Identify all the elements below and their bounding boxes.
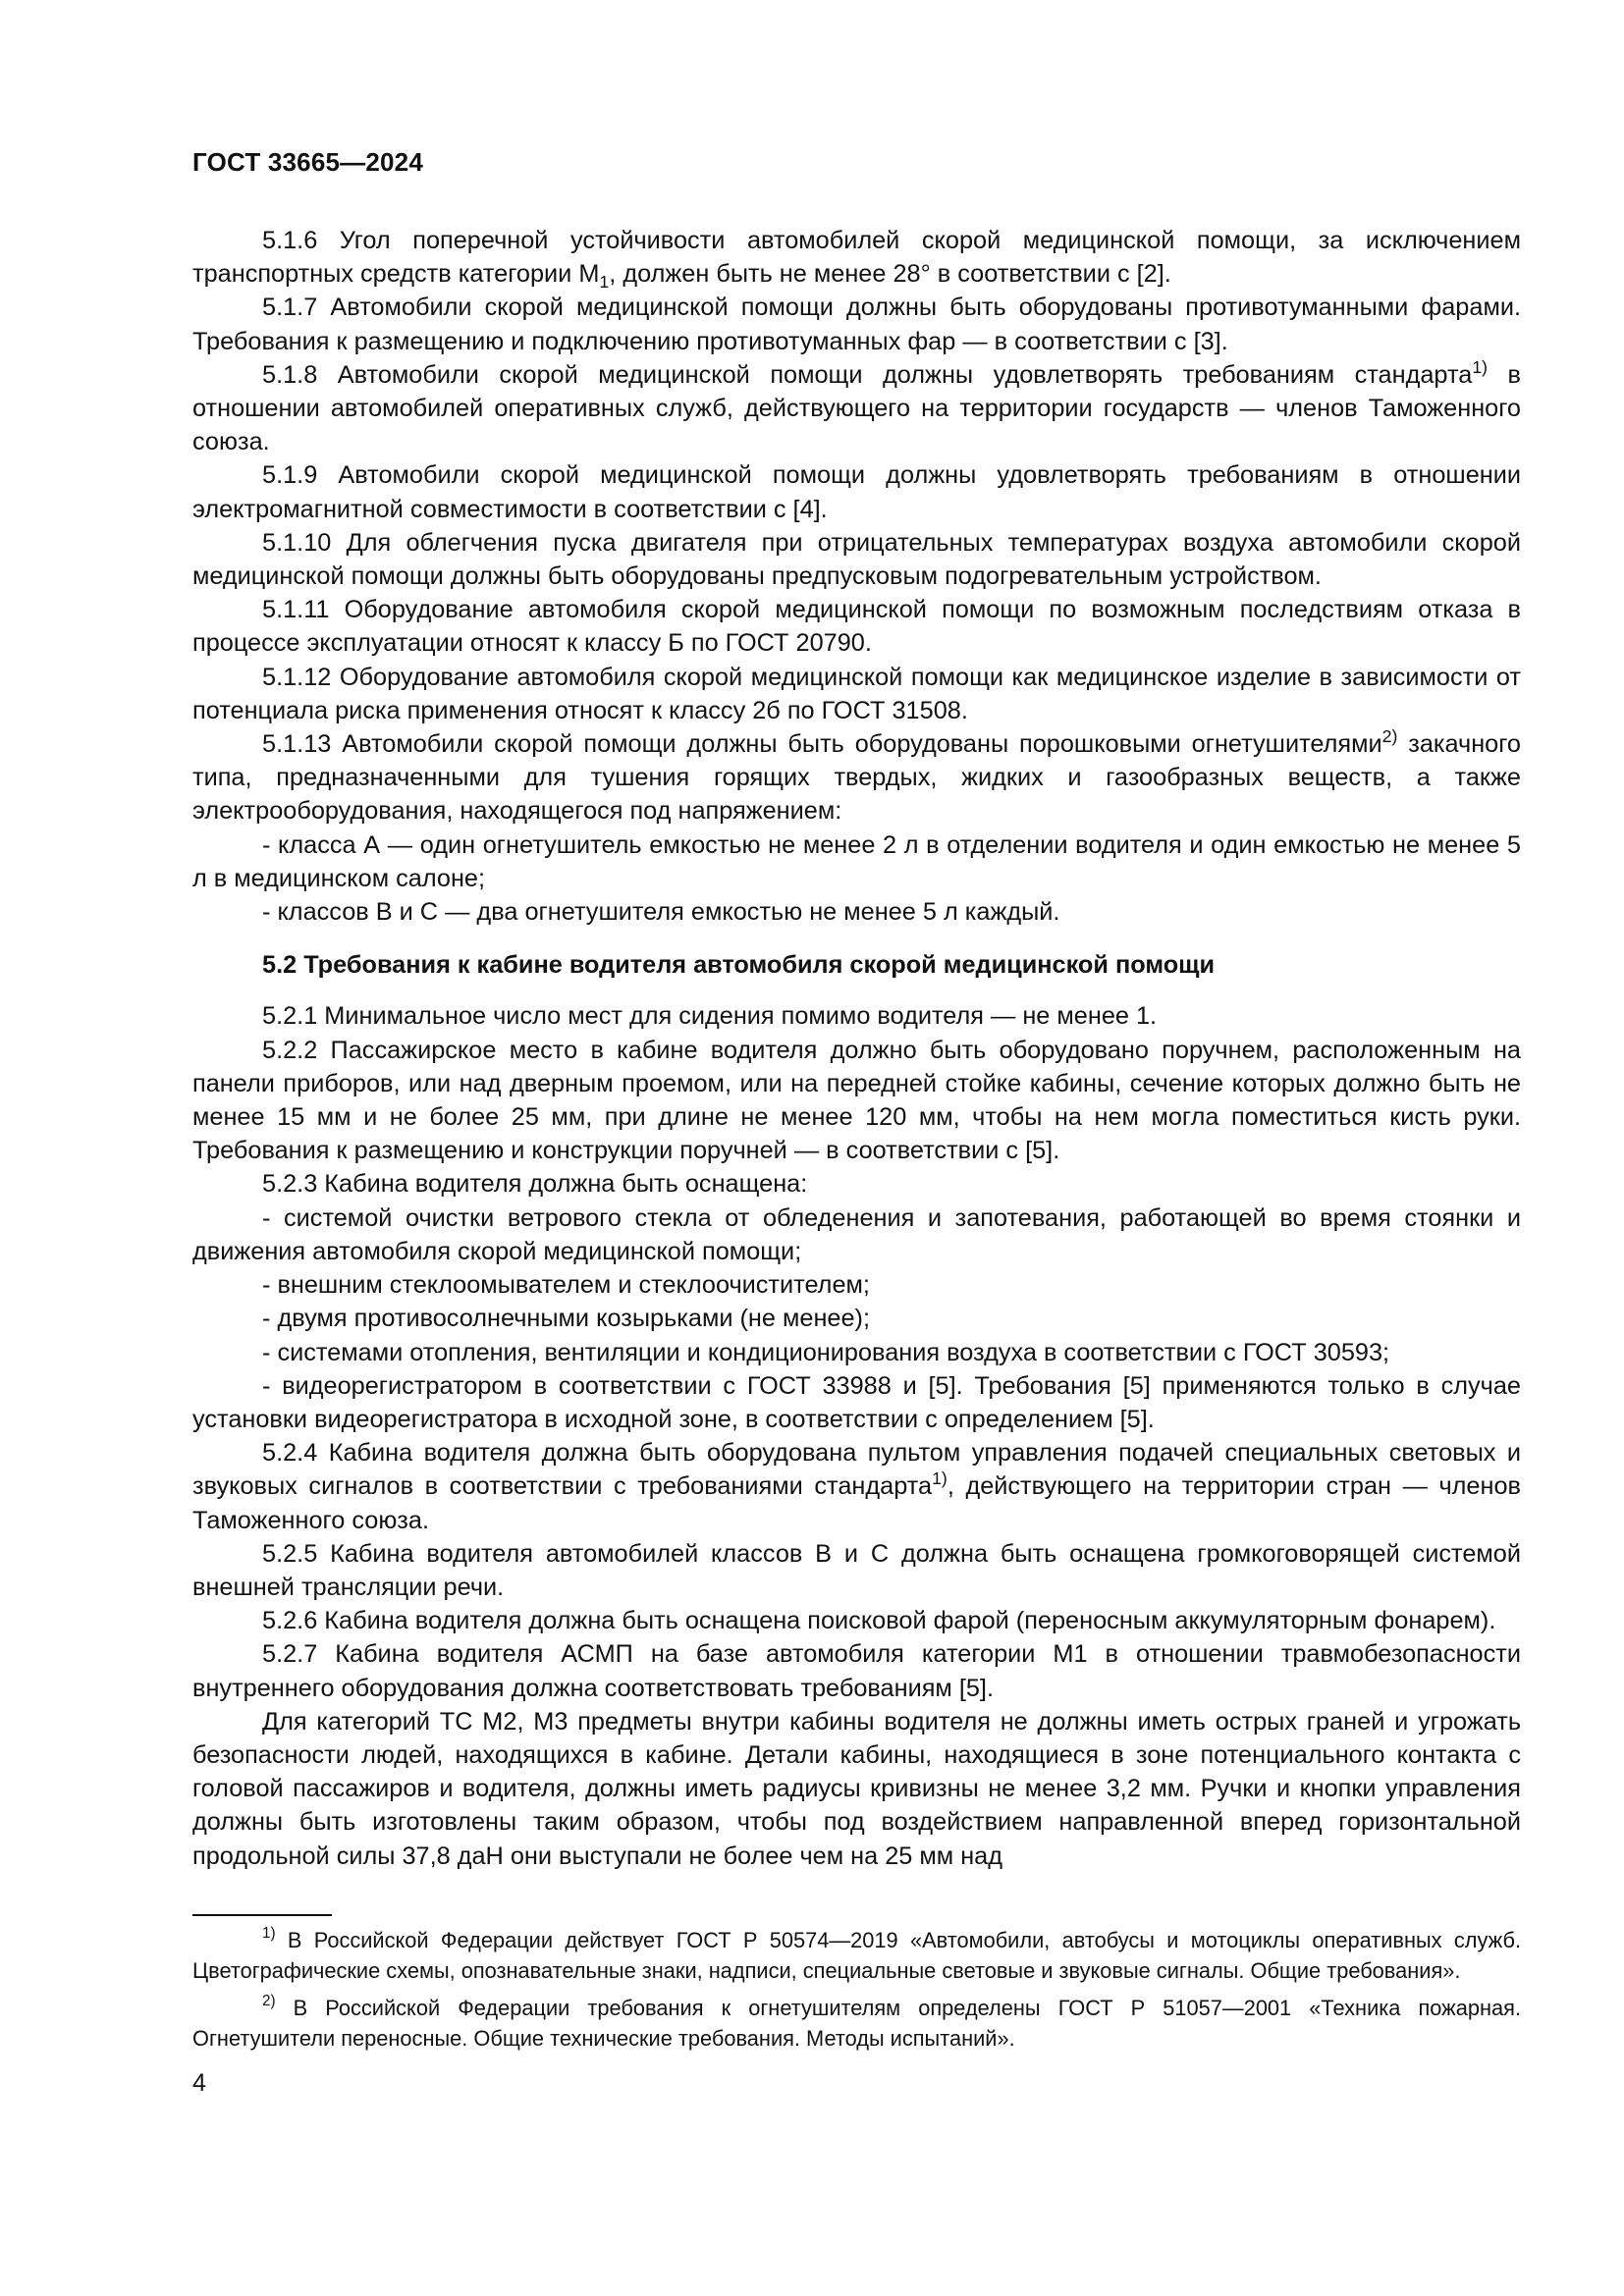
list-item: - двумя противосолнечными козырьками (не менее);	[262, 1305, 871, 1333]
clause-5-2-2: 5.2.2 Пассажирское место в кабине водителя должно быть оборудовано поручнем, расположенным на панели приборов, или над дверным проемом, или на передней стойке кабины, сечение которых должно быть не менее 15 мм и не более 25 мм, при длине не менее 120 мм, чтобы на нем могла поместиться кисть руки. Требования к размещению и конструкции поручней — в соответствии с [5].	[192, 1036, 1521, 1165]
body-text	[192, 224, 1521, 1873]
clause-5-1-13: 5.1.13 Автомобили скорой помощи должны быть оборудованы порошковыми огнетушителями$^{2)}$ закачного типа, предназначенными для тушения горящих твердых, жидких и газообразных веществ, а также электрооборудования, находящегося под напряжением:	[192, 726, 1521, 826]
clause-5-1-7: 5.1.7 Автомобили скорой медицинской помощи должны быть оборудованы противотуманными фарами. Требования к размещению и подключению противотуманных фар — в соответствии с [3].	[192, 294, 1521, 355]
footnote-2: $^{2)}$ В Российской Федерации требования к огнетушителям определены ГОСТ Р 51057—2001 «Техника пожарная. Огнетушители переносные. Общие технические требования. Методы испытаний».	[192, 1993, 1521, 2051]
list-item: - классов В и С — два огнетушителя емкостью не менее 5 л каждый.	[262, 898, 1060, 927]
clause-5-2-3: 5.2.3 Кабина водителя должна быть оснащена:	[262, 1170, 808, 1199]
footnote-ref: 1)	[932, 1468, 947, 1489]
footnote-ref: 2)	[1381, 726, 1398, 747]
clause-5-2-6: 5.2.6 Кабина водителя должна быть оснащена поисковой фарой (переносным аккумуляторным фонарем).	[262, 1607, 1496, 1635]
page-number: 4	[192, 2069, 206, 2097]
list-item: - класса А — один огнетушитель емкостью не менее 2 л в отделении водителя и один емкостью не менее 5 л в медицинском салоне;	[192, 830, 1521, 892]
footnote-separator	[192, 1914, 332, 1916]
clause-5-1-9: 5.1.9 Автомобили скорой медицинской помощи должны удовлетворять требованиям в отношении электромагнитной совместимости в соответствии с [4].	[192, 461, 1521, 523]
clause-5-1-8: 5.1.8 Автомобили скорой медицинской помощи должны удовлетворять требованиям стандарта$^{1)}$ в отношении автомобилей оперативных служб, действующего на территории государств — членов Таможенного союза.	[192, 356, 1521, 456]
clause-5-1-10: 5.1.10 Для облегчения пуска двигателя при отрицательных температурах воздуха автомобили скорой медицинской помощи должны быть оборудованы предпусковым подогревательным устройством.	[192, 528, 1521, 591]
clause-5-2-7-continued: Для категорий ТС М2, М3 предметы внутри кабины водителя не должны иметь острых граней и угрожать безопасности людей, находящихся в кабине. Детали кабины, находящиеся в зоне потенциального контакта с головой пассажиров и водителя, должны иметь радиусы кривизны не менее 3,2 мм. Ручки и кнопки управления должны быть изготовлены таким образом, чтобы под воздействием направленной вперед горизонтальной продольной силы 37,8 даН они выступали не более чем на 25 мм над	[192, 1707, 1521, 1870]
clause-5-2-1: 5.2.1 Минимальное число мест для сидения помимо водителя — не менее 1.	[262, 1002, 1158, 1031]
subscript: 1	[599, 272, 610, 293]
footnote-mark: 2)	[262, 1993, 276, 2009]
document-header: ГОСТ 33665—2024	[192, 147, 423, 177]
clause-5-2-7: 5.2.7 Кабина водителя АСМП на базе автомобиля категории М1 в отношении травмобезопасности внутреннего оборудования должна соответствовать требованиям [5].	[192, 1640, 1521, 1702]
clause-5-1-6: 5.1.6 Угол поперечной устойчивости автомобилей скорой медицинской помощи, за исключением транспортных средств категории $М_1$, должен быть не менее 28° в соответствии с [2].	[192, 227, 1521, 293]
clause-5-1-12: 5.1.12 Оборудование автомобиля скорой медицинской помощи как медицинское изделие в зависимости от потенциала риска применения относят к классу 2б по ГОСТ 31508.	[192, 663, 1521, 724]
clause-5-1-11: 5.1.11 Оборудование автомобиля скорой медицинской помощи по возможным последствиям отказа в процессе эксплуатации относят к классу Б по ГОСТ 20790.	[192, 596, 1521, 658]
list-item: - системами отопления, вентиляции и кондиционирования воздуха в соответствии с ГОСТ 30593;	[262, 1338, 1390, 1366]
list-item: - системой очистки ветрового стекла от обледенения и запотевания, работающей во время стоянки и движения автомобиля скорой медицинской помощи;	[192, 1203, 1521, 1265]
footnotes	[192, 1926, 1521, 2061]
footnote-ref: 1)	[1472, 356, 1489, 377]
list-item: - внешним стеклоомывателем и стеклоочистителем;	[262, 1271, 870, 1300]
list-item: - видеорегистратором в соответствии с ГОСТ 33988 и [5]. Требования [5] применяются только в случае установки видеорегистратора в исходной зоне, в соответствии с определением [5].	[192, 1371, 1521, 1433]
section-heading-5-2: 5.2 Требования к кабине водителя автомобиля скорой медицинской помощи	[262, 951, 1216, 980]
footnote-mark: 1)	[262, 1925, 276, 1942]
clause-5-2-5: 5.2.5 Кабина водителя автомобилей классов В и С должна быть оснащена громкоговорящей системой внешней трансляции речи.	[192, 1539, 1521, 1601]
clause-5-2-4: 5.2.4 Кабина водителя должна быть оборудована пультом управления подачей специальных световых и звуковых сигналов в соответствии с требованиями стандарта$^{1)}$, действующего на территории стран — членов Таможенного союза.	[192, 1439, 1521, 1534]
footnote-1: $^{1)}$ В Российской Федерации действует ГОСТ Р 50574—2019 «Автомобили, автобусы и мотоциклы оперативных служб. Цветографические схемы, опознавательные знаки, надписи, специальные световые и звуковые сигналы. Общие требования».	[192, 1925, 1521, 1983]
